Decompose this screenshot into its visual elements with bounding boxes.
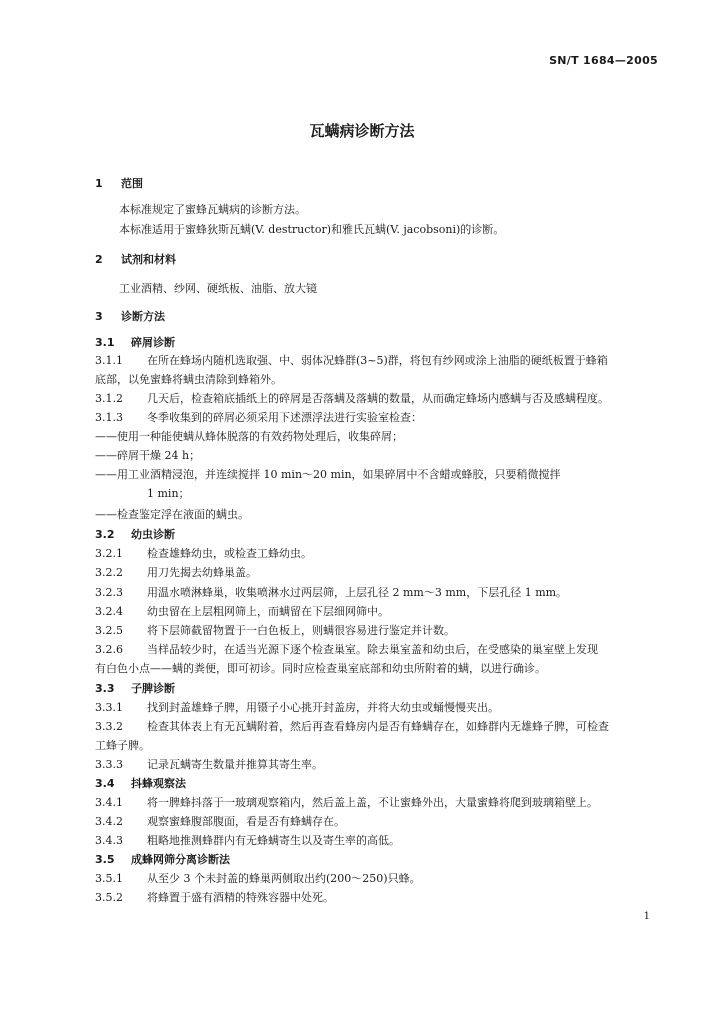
subsection-3-2-heading: 3.2 幼虫诊断 — [95, 528, 175, 541]
clause-3-3-1: 3.3.1 找到封盖雄蜂子脾，用镊子小心挑开封盖房，并将大幼虫或蛹慢慢夹出。 — [95, 701, 499, 714]
clause-3-1-2: 3.1.2 几天后，检查箱底插纸上的碎屑是否落螨及落螨的数量，从而确定蜂场内感螨与否及感螨程度。 — [95, 392, 609, 405]
subsection-3-3-heading: 3.3 子脾诊断 — [95, 682, 175, 695]
clause-3-2-4: 3.2.4 幼虫留在上层粗网筛上，而螨留在下层细网筛中。 — [95, 605, 389, 618]
clause-3-4-1: 3.4.1 将一脾蜂抖落于一玻璃观察箱内，然后盖上盖，不让蜜蜂外出，大量蜜蜂将爬到玻璃箱壁上。 — [95, 796, 598, 809]
clause-3-2-5: 3.2.5 将下层筛截留物置于一白色板上，则螨很容易进行鉴定并计数。 — [95, 624, 455, 637]
clause-3-4-2: 3.4.2 观察蜜蜂腹部腹面，看是否有蜂螨存在。 — [95, 815, 345, 828]
paragraph: 本标准适用于蜜蜂狄斯瓦螨(V. destructor)和雅氏瓦螨(V. jacobsoni)的诊断。 — [119, 223, 505, 236]
clause-3-2-3: 3.2.3 用温水喷淋蜂巢，收集喷淋水过两层筛，上层孔径 2 mm～3 mm，下层孔径 1 mm。 — [95, 586, 568, 599]
clause-3-3-2-cont: 工蜂子脾。 — [95, 739, 150, 752]
clause-3-1-3: 3.1.3 冬季收集到的碎屑必须采用下述漂浮法进行实验室检查： — [95, 411, 422, 424]
page-number: 1 — [643, 911, 650, 922]
clause-3-3-2: 3.3.2 检查其体表上有无瓦螨附着，然后再查看蜂房内是否有蜂螨存在，如蜂群内无雄蜂子脾，可检查 — [95, 720, 609, 733]
section-3-heading: 3 诊断方法 — [95, 310, 165, 323]
paragraph: 本标准规定了蜜蜂瓦螨病的诊断方法。 — [119, 203, 306, 216]
subsection-3-1-heading: 3.1 碎屑诊断 — [95, 336, 175, 349]
clause-3-2-1: 3.2.1 检查雄蜂幼虫，或检查工蜂幼虫。 — [95, 547, 312, 560]
document-title: 瓦螨病诊断方法 — [309, 122, 415, 140]
section-2-heading: 2 试剂和材料 — [95, 253, 176, 266]
clause-3-5-1: 3.5.1 从至少 3 个未封盖的蜂巢两侧取出约(200～250)只蜂。 — [95, 872, 421, 885]
dash-item: ——碎屑干燥 24 h； — [95, 449, 201, 462]
dash-item: ——使用一种能使螨从蜂体脱落的有效药物处理后，收集碎屑； — [95, 430, 403, 443]
subsection-3-5-heading: 3.5 成蜂网筛分离诊断法 — [95, 853, 230, 866]
clause-3-2-2: 3.2.2 用刀先揭去幼蜂巢盖。 — [95, 566, 257, 579]
clause-3-4-3: 3.4.3 粗略地推测蜂群内有无蜂螨寄生以及寄生率的高低。 — [95, 834, 400, 847]
clause-3-1-1: 3.1.1 在所在蜂场内随机选取强、中、弱体况蜂群(3~5)群，将包有纱网或涂上油脂的硬纸板置于蜂箱 — [95, 354, 608, 367]
dash-item: ——用工业酒精浸泡，并连续搅拌 10 min～20 min，如果碎屑中不含蜡或蜂胶，只要稍微搅拌 — [95, 468, 561, 481]
clause-3-2-6: 3.2.6 当样品较少时，在适当光源下逐个检查巢室。除去巢室盖和幼虫后，在受感染的巢室壁上发现 — [95, 643, 598, 656]
clause-3-5-2: 3.5.2 将蜂置于盛有酒精的特殊容器中处死。 — [95, 891, 334, 904]
clause-3-2-6-cont: 有白色小点——螨的粪便，即可初诊。同时应检查巢室底部和幼虫所附着的螨，以进行确诊。 — [95, 662, 546, 675]
dash-item: ——检查鉴定浮在液面的螨虫。 — [95, 508, 249, 521]
clause-3-3-3: 3.3.3 记录瓦螨寄生数量并推算其寄生率。 — [95, 758, 323, 771]
clause-3-1-1-cont: 底部，以免蜜蜂将螨虫清除到蜂箱外。 — [95, 373, 282, 386]
standard-code: SN/T 1684—2005 — [549, 54, 658, 67]
subsection-3-4-heading: 3.4 抖蜂观察法 — [95, 777, 186, 790]
paragraph: 工业酒精、纱网、硬纸板、油脂、放大镜 — [119, 282, 317, 295]
dash-item-cont: 1 min； — [147, 487, 190, 500]
section-1-heading: 1 范围 — [95, 177, 143, 190]
